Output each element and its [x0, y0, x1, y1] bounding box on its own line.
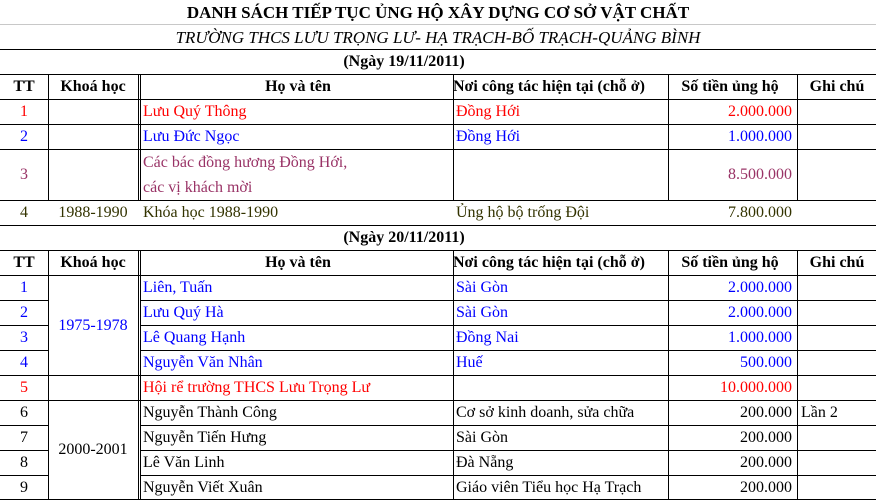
row-ho-ten: Liên, Tuấn — [143, 279, 213, 296]
row-ho-ten: Khóa học 1988-1990 — [143, 204, 279, 221]
row-noi-cong-tac: Đà Nẵng — [456, 454, 514, 471]
row-tt: 4 — [20, 204, 28, 221]
row-noi-cong-tac: Giáo viên Tiểu học Hạ Trạch — [456, 479, 642, 496]
row-ho-ten: Lưu Quý Hà — [143, 304, 224, 321]
row-so-tien: 200.000 — [740, 429, 792, 446]
row-noi-cong-tac: Huế — [456, 354, 483, 371]
header-ho-ten: Họ và tên — [265, 78, 331, 95]
row-tt: 3 — [20, 329, 28, 346]
row-tt: 2 — [20, 128, 28, 145]
document-subtitle: TRƯỜNG THCS LƯU TRỌNG LƯ- HẠ TRẠCH-BỐ TRẠCH-QUẢNG BÌNH — [175, 28, 701, 47]
header-ghi-chu: Ghi chú — [809, 78, 865, 95]
header-noi-cong-tac: Nơi công tác hiện tại (chỗ ở) — [453, 254, 645, 271]
row-tt: 5 — [20, 379, 28, 396]
merged-khoa-hoc: 1975-1978 — [58, 317, 128, 334]
row-so-tien: 500.000 — [740, 354, 792, 371]
row-tt: 4 — [20, 354, 28, 371]
row-ghi-chu: Lần 2 — [801, 404, 838, 421]
row-noi-cong-tac: Ủng hộ bộ trống Đội — [456, 204, 590, 221]
row-noi-cong-tac: Đồng Nai — [456, 329, 519, 346]
row-so-tien: 2.000.000 — [728, 279, 792, 296]
row-ho-ten-line1: Các bác đồng hương Đồng Hới, — [143, 154, 348, 171]
row-ho-ten: Lưu Quý Thông — [143, 103, 247, 120]
row-noi-cong-tac: Sài Gòn — [456, 279, 508, 296]
row-ho-ten: Nguyễn Viết Xuân — [143, 479, 263, 496]
header-tt: TT — [13, 254, 35, 271]
row-tt: 2 — [20, 304, 28, 321]
section-date: (Ngày 19/11/2011) — [343, 53, 465, 70]
row-so-tien: 8.500.000 — [728, 166, 792, 183]
row-noi-cong-tac: Sài Gòn — [456, 304, 508, 321]
header-ghi-chu: Ghi chú — [809, 254, 865, 271]
header-so-tien: Số tiền ủng hộ — [681, 254, 779, 271]
row-ho-ten: Hội rể trường THCS Lưu Trọng Lư — [143, 379, 371, 396]
row-tt: 9 — [20, 479, 28, 496]
header-tt: TT — [13, 78, 35, 95]
gridline — [797, 250, 798, 500]
gridline — [138, 250, 139, 500]
row-ho-ten: Nguyễn Tiến Hưng — [143, 429, 267, 446]
row-tt: 1 — [20, 279, 28, 296]
row-khoa-hoc: 1988-1990 — [58, 204, 128, 221]
header-khoa-hoc: Khoá học — [60, 78, 126, 95]
row-noi-cong-tac: Sài Gòn — [456, 429, 508, 446]
row-noi-cong-tac: Cơ sở kinh doanh, sửa chữa — [456, 404, 635, 421]
row-ho-ten: Lê Quang Hạnh — [143, 329, 246, 346]
row-noi-cong-tac: Đồng Hới — [456, 103, 521, 120]
row-tt: 8 — [20, 454, 28, 471]
merged-khoa-hoc: 2000-2001 — [58, 441, 128, 458]
gridline — [0, 24, 876, 25]
header-noi-cong-tac: Nơi công tác hiện tại (chỗ ở) — [453, 78, 645, 95]
row-ho-ten: Lê Văn Linh — [143, 454, 225, 471]
row-so-tien: 200.000 — [740, 404, 792, 421]
document-title: DANH SÁCH TIẾP TỤC ỦNG HỘ XÂY DỰNG CƠ SỞ VẬT CHẤT — [186, 3, 690, 22]
row-so-tien: 1.000.000 — [728, 329, 792, 346]
gridline — [138, 74, 139, 200]
row-so-tien: 10.000.000 — [720, 379, 792, 396]
row-so-tien: 2.000.000 — [728, 103, 792, 120]
header-so-tien: Số tiền ủng hộ — [681, 78, 779, 95]
row-so-tien: 200.000 — [740, 479, 792, 496]
row-so-tien: 200.000 — [740, 454, 792, 471]
row-so-tien: 7.800.000 — [728, 204, 792, 221]
row-ho-ten: Nguyễn Thành Công — [143, 404, 277, 421]
row-noi-cong-tac: Đồng Hới — [456, 128, 521, 145]
row-ho-ten: Lưu Đức Ngọc — [143, 128, 240, 145]
row-ho-ten: Nguyễn Văn Nhân — [143, 354, 263, 371]
row-tt: 7 — [20, 429, 28, 446]
header-ho-ten: Họ và tên — [265, 254, 331, 271]
row-so-tien: 2.000.000 — [728, 304, 792, 321]
header-khoa-hoc: Khoá học — [60, 254, 126, 271]
row-ho-ten-line2: các vị khách mời — [143, 179, 253, 196]
row-tt: 1 — [20, 103, 28, 120]
row-tt: 6 — [20, 404, 28, 421]
section-date: (Ngày 20/11/2011) — [343, 229, 465, 246]
row-tt: 3 — [20, 166, 28, 183]
row-so-tien: 1.000.000 — [728, 128, 792, 145]
